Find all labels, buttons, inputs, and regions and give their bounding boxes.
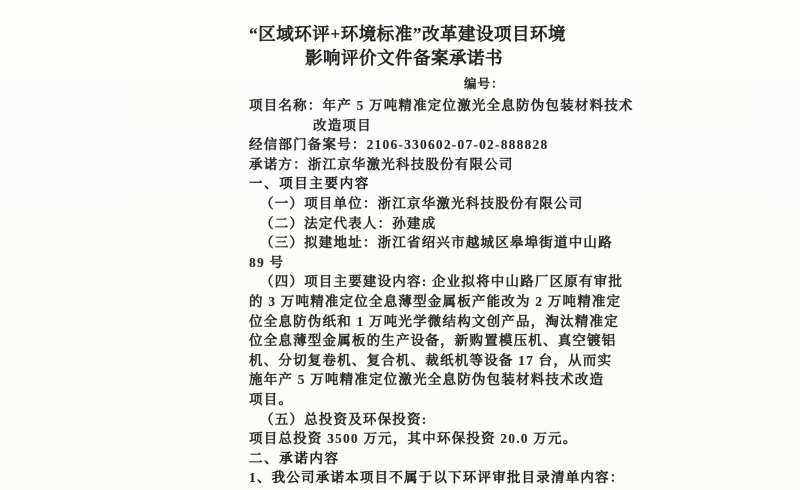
promisor-label: 承诺方： <box>249 156 308 172</box>
section1-item4-line3: 位全息防伪纸和 1 万吨光学微结构文创产品，淘汰精准定 <box>249 313 619 329</box>
section1-item4-line1: （四）项目主要建设内容: 企业拟将中山路厂区原有审批 <box>260 274 624 290</box>
project-name-value-line2: 改造项目 <box>313 117 372 133</box>
section2-heading: 二、承诺内容 <box>249 450 340 466</box>
section1-item4-line7: 项目。 <box>249 391 294 407</box>
section1-item5-line2: 项目总投资 3500 万元，其中环保投资 20.0 万元。 <box>249 431 578 447</box>
document-title <box>249 23 566 70</box>
project-name-label: 项目名称： <box>249 98 323 113</box>
record-no-label: 经信部门备案号： <box>249 137 367 153</box>
field-record-no <box>249 135 609 155</box>
document-body <box>249 96 634 488</box>
document-title-line1: “区域环评+环境标准”改革建设项目环境 <box>249 24 566 44</box>
section1-item4-line5: 机、分切复卷机、复合机、裁纸机等设备 17 台，从而实 <box>249 352 613 368</box>
section1-item4-line4: 位全息薄型金属板的生产设备，新购置模压机、真空镀铝 <box>249 333 617 349</box>
section1-item3-line1: （三）拟建地址：浙江省绍兴市越城区皋埠街道中山路 <box>260 235 613 251</box>
section1-item2: （二）法定代表人：孙建成 <box>260 215 437 231</box>
section1-heading: 一、项目主要内容 <box>249 176 370 192</box>
record-no-value: 2106-330602-07-02-888828 <box>366 137 549 153</box>
field-promisor <box>249 155 609 175</box>
section1-item5-line1: （五）总投资及环保投资: <box>260 411 428 427</box>
promisor-value: 浙江京华激光科技股份有限公司 <box>307 156 514 172</box>
section2-commit-line1: 1、我公司承诺本项目不属于以下环评审批目录清单内容： <box>249 470 625 486</box>
section1-item3-line2: 89 号 <box>249 254 285 270</box>
project-name-value-line1: 年产 5 万吨精准定位激光全息防伪包装材料技术 <box>322 98 634 113</box>
section1-item1: （一）项目单位：浙江京华激光科技股份有限公司 <box>260 195 584 211</box>
document-title-line2: 影响评价文件备案承诺书 <box>305 47 503 68</box>
field-project-name <box>249 96 634 116</box>
section1-item4-line2: 的 3 万吨精准定位全息薄型金属板产能改为 2 万吨精准定 <box>249 293 622 309</box>
serial-number-label: 编号： <box>464 77 505 91</box>
section1-item4-line6: 施年产 5 万吨精准定位激光全息防伪包装材料技术改造 <box>249 372 605 388</box>
